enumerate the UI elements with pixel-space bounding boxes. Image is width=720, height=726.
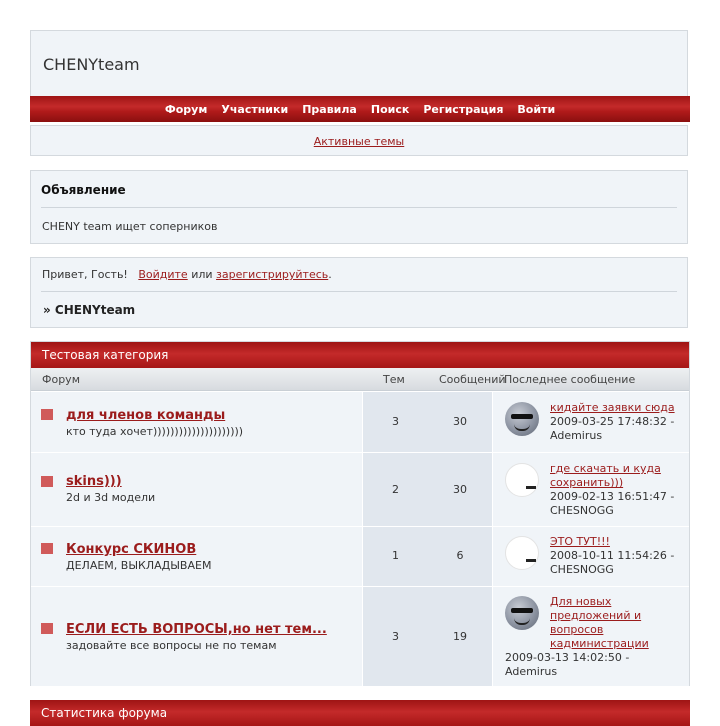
- last-post-author: CHESNOGG: [550, 563, 614, 576]
- category-title: Тестовая категория: [31, 342, 689, 368]
- divider: [41, 207, 677, 208]
- topic-count: 1: [392, 549, 399, 562]
- stats-header: Статистика форума: [30, 700, 690, 726]
- announcement-title: Объявление: [41, 183, 126, 197]
- last-post-link[interactable]: ЭТО ТУТ!!!: [550, 535, 610, 548]
- last-post-link[interactable]: кидайте заявки сюда: [550, 401, 675, 414]
- divider: [41, 291, 677, 292]
- topic-count: 3: [392, 630, 399, 643]
- forum-link[interactable]: skins))): [66, 474, 122, 489]
- post-count: 30: [453, 483, 467, 496]
- register-link[interactable]: зарегистрируйтесь: [216, 268, 329, 281]
- col-posts: Сообщений: [439, 373, 506, 386]
- figure-icon: [505, 536, 539, 570]
- forum-description: кто туда хочет))))))))))))))))))))): [66, 425, 244, 438]
- period-text: .: [328, 268, 332, 281]
- sub-nav: [30, 125, 688, 156]
- col-topics: Тем: [383, 373, 405, 386]
- nav-search[interactable]: Поиск: [370, 102, 410, 116]
- last-post-author: Ademirus: [505, 665, 558, 678]
- last-post-date: 2009-03-25 17:48:32 -: [550, 415, 675, 428]
- main-nav: [30, 96, 690, 122]
- forum-row: [31, 526, 689, 586]
- login-link[interactable]: Войдите: [138, 268, 188, 281]
- last-post-date: 2009-03-13 14:02:50 -: [505, 651, 630, 664]
- forum-description: 2d и 3d модели: [66, 491, 156, 504]
- topic-count: 2: [392, 483, 399, 496]
- col-forum: Форум: [42, 373, 80, 386]
- last-post-date: 2008-10-11 11:54:26 -: [550, 549, 675, 562]
- forum-description: ДЕЛАЕМ, ВЫКЛАДЫВАЕМ: [66, 559, 212, 572]
- forum-description: задовайте все вопросы не по темам: [66, 639, 277, 652]
- or-text: или: [191, 268, 213, 281]
- forum-row: [31, 586, 689, 686]
- forum-marker-icon: [41, 623, 53, 634]
- last-post-link[interactable]: Для новых предложений и вопросов кадминистрации: [550, 595, 649, 650]
- forum-row: [31, 391, 689, 452]
- forum-link[interactable]: Конкурс СКИНОВ: [66, 542, 197, 557]
- last-post-link[interactable]: где скачать и куда сохранить))): [550, 462, 661, 489]
- active-topics-link[interactable]: Активные темы: [313, 135, 405, 148]
- smile-icon: [505, 402, 539, 436]
- nav-members[interactable]: Участники: [221, 102, 289, 116]
- site-header: [30, 30, 688, 96]
- topic-count: 3: [392, 415, 399, 428]
- forum-row: [31, 452, 689, 526]
- last-post-author: CHESNOGG: [550, 504, 614, 517]
- site-title: CHENYteam: [43, 55, 140, 74]
- nav-register[interactable]: Регистрация: [423, 102, 504, 116]
- post-count: 30: [453, 415, 467, 428]
- forum-link[interactable]: для членов команды: [66, 408, 226, 423]
- forum-marker-icon: [41, 409, 53, 420]
- column-header: [31, 368, 689, 391]
- last-post-author: Ademirus: [550, 429, 603, 442]
- announcement-text: CHENY team ищет соперников: [42, 220, 218, 233]
- forum-marker-icon: [41, 476, 53, 487]
- forum-link[interactable]: ЕСЛИ ЕСТЬ ВОПРОСЫ,но нет тем...: [66, 622, 327, 637]
- welcome-line: [42, 268, 332, 281]
- post-count: 6: [456, 549, 464, 562]
- welcome-panel: [30, 257, 688, 328]
- post-count: 19: [453, 630, 467, 643]
- smile-icon: [505, 596, 539, 630]
- forum-marker-icon: [41, 543, 53, 554]
- col-last-post: Последнее сообщение: [504, 373, 636, 386]
- last-post-date: 2009-02-13 16:51:47 -: [550, 490, 675, 503]
- forum-category: [30, 341, 690, 686]
- figure-icon: [505, 463, 539, 497]
- nav-rules[interactable]: Правила: [302, 102, 357, 116]
- greeting-text: Привет, Гость!: [42, 268, 128, 281]
- announcement-panel: [30, 170, 688, 244]
- nav-forum[interactable]: Форум: [164, 102, 208, 116]
- nav-login[interactable]: Войти: [517, 102, 556, 116]
- breadcrumb: » CHENYteam: [43, 303, 136, 317]
